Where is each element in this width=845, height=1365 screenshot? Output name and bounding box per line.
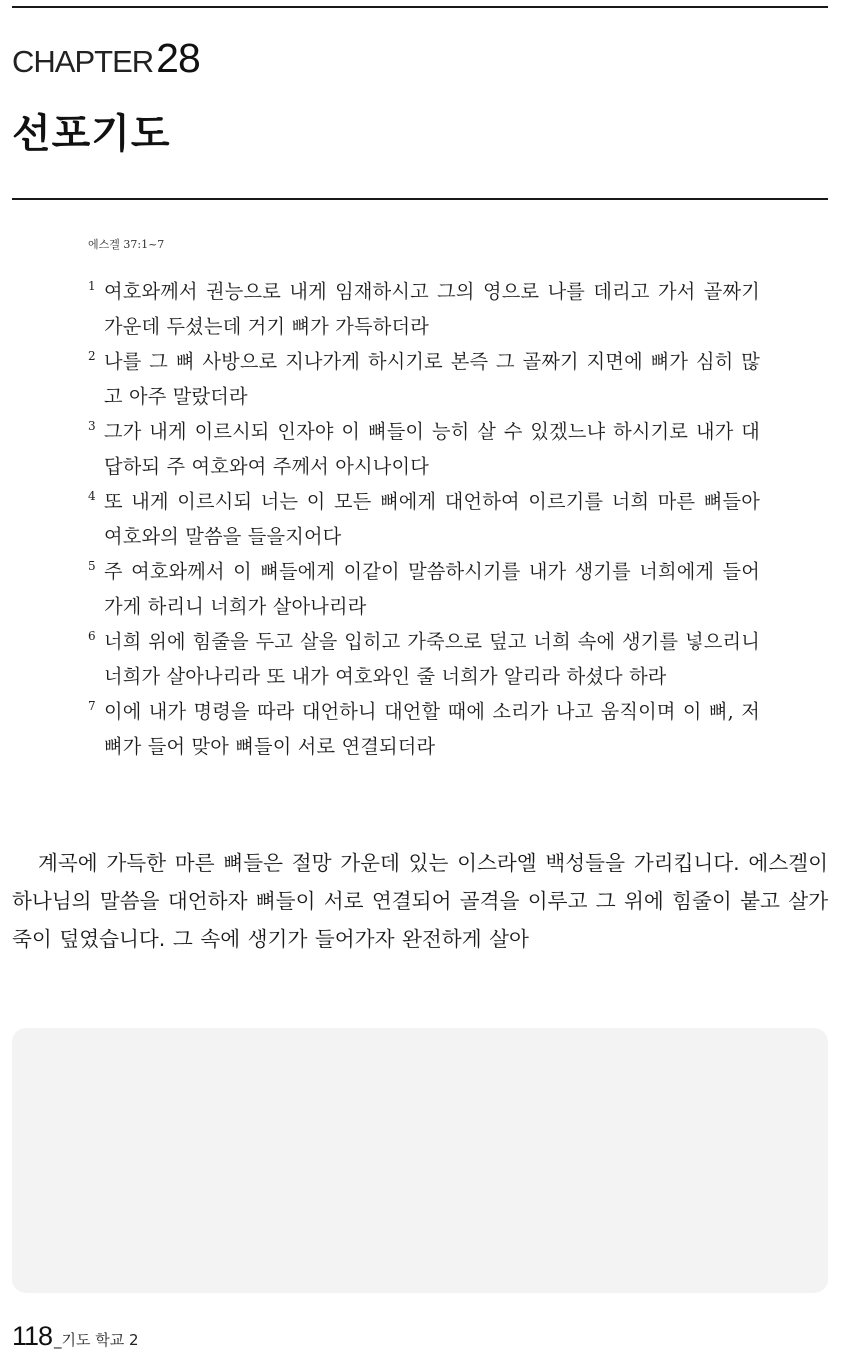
verse-number: 2 <box>88 349 96 363</box>
chapter-word: CHAPTER <box>12 44 154 79</box>
scripture-reference: 에스겔 37:1~7 <box>88 238 165 251</box>
verse-5 <box>88 554 760 624</box>
verse-number: 5 <box>88 559 96 573</box>
verse-7 <box>88 694 760 764</box>
verse-text: 그가 내게 이르시되 인자야 이 뼈들이 능히 살 수 있겠느냐 하시기로 내가 대답하되 주 여호와여 주께서 아시나이다 <box>104 420 760 478</box>
note-box <box>12 1028 828 1293</box>
verse-text: 또 내게 이르시되 너는 이 모든 뼈에게 대언하여 이르기를 너희 마른 뼈들아 여호와의 말씀을 들을지어다 <box>104 490 760 548</box>
page-number: 118 <box>12 1321 53 1351</box>
verse-6 <box>88 624 760 694</box>
verse-number: 3 <box>88 419 96 433</box>
verse-text: 너희 위에 힘줄을 두고 살을 입히고 가죽으로 덮고 너희 속에 생기를 넣으리니 너희가 살아나리라 또 내가 여호와인 줄 너희가 알리라 하셨다 하라 <box>104 630 760 688</box>
verse-text: 여호와께서 권능으로 내게 임재하시고 그의 영으로 나를 데리고 가서 골짜기 가운데 두셨는데 거기 뼈가 가득하더라 <box>104 280 760 338</box>
verse-1 <box>88 274 760 344</box>
chapter-title: 선포기도 <box>12 111 171 157</box>
chapter-label <box>12 35 200 81</box>
verse-2 <box>88 344 760 414</box>
chapter-number: 28 <box>156 35 200 81</box>
verse-number: 6 <box>88 629 96 643</box>
verse-text: 이에 내가 명령을 따라 대언하니 대언할 때에 소리가 나고 움직이며 이 뼈, 저 뼈가 들어 맞아 뼈들이 서로 연결되더라 <box>104 700 760 758</box>
verse-number: 7 <box>88 699 96 713</box>
verse-number: 1 <box>88 279 96 293</box>
verse-4 <box>88 484 760 554</box>
top-rule <box>12 6 828 8</box>
page-footer <box>12 1323 139 1350</box>
verse-3 <box>88 414 760 484</box>
bottom-rule <box>12 198 828 200</box>
commentary-paragraph: 계곡에 가득한 마른 뼈들은 절망 가운데 있는 이스라엘 백성들을 가리킵니다. 에스겔이 하나님의 말씀을 대언하자 뼈들이 서로 연결되어 골격을 이루고 그 위에 힘줄이 붙고 살가죽이 덮였습니다. 그 속에 생기가 들어가자 완전하게 살아 <box>12 851 828 951</box>
verse-text: 나를 그 뼈 사방으로 지나가게 하시기로 본즉 그 골짜기 지면에 뼈가 심히 많고 아주 말랐더라 <box>104 350 760 408</box>
verse-number: 4 <box>88 489 96 503</box>
verse-list <box>88 274 760 764</box>
verse-text: 주 여호와께서 이 뼈들에게 이같이 말씀하시기를 내가 생기를 너희에게 들어가게 하리니 너희가 살아나리라 <box>104 560 760 618</box>
book-title: _기도 학교 2 <box>54 1331 139 1349</box>
